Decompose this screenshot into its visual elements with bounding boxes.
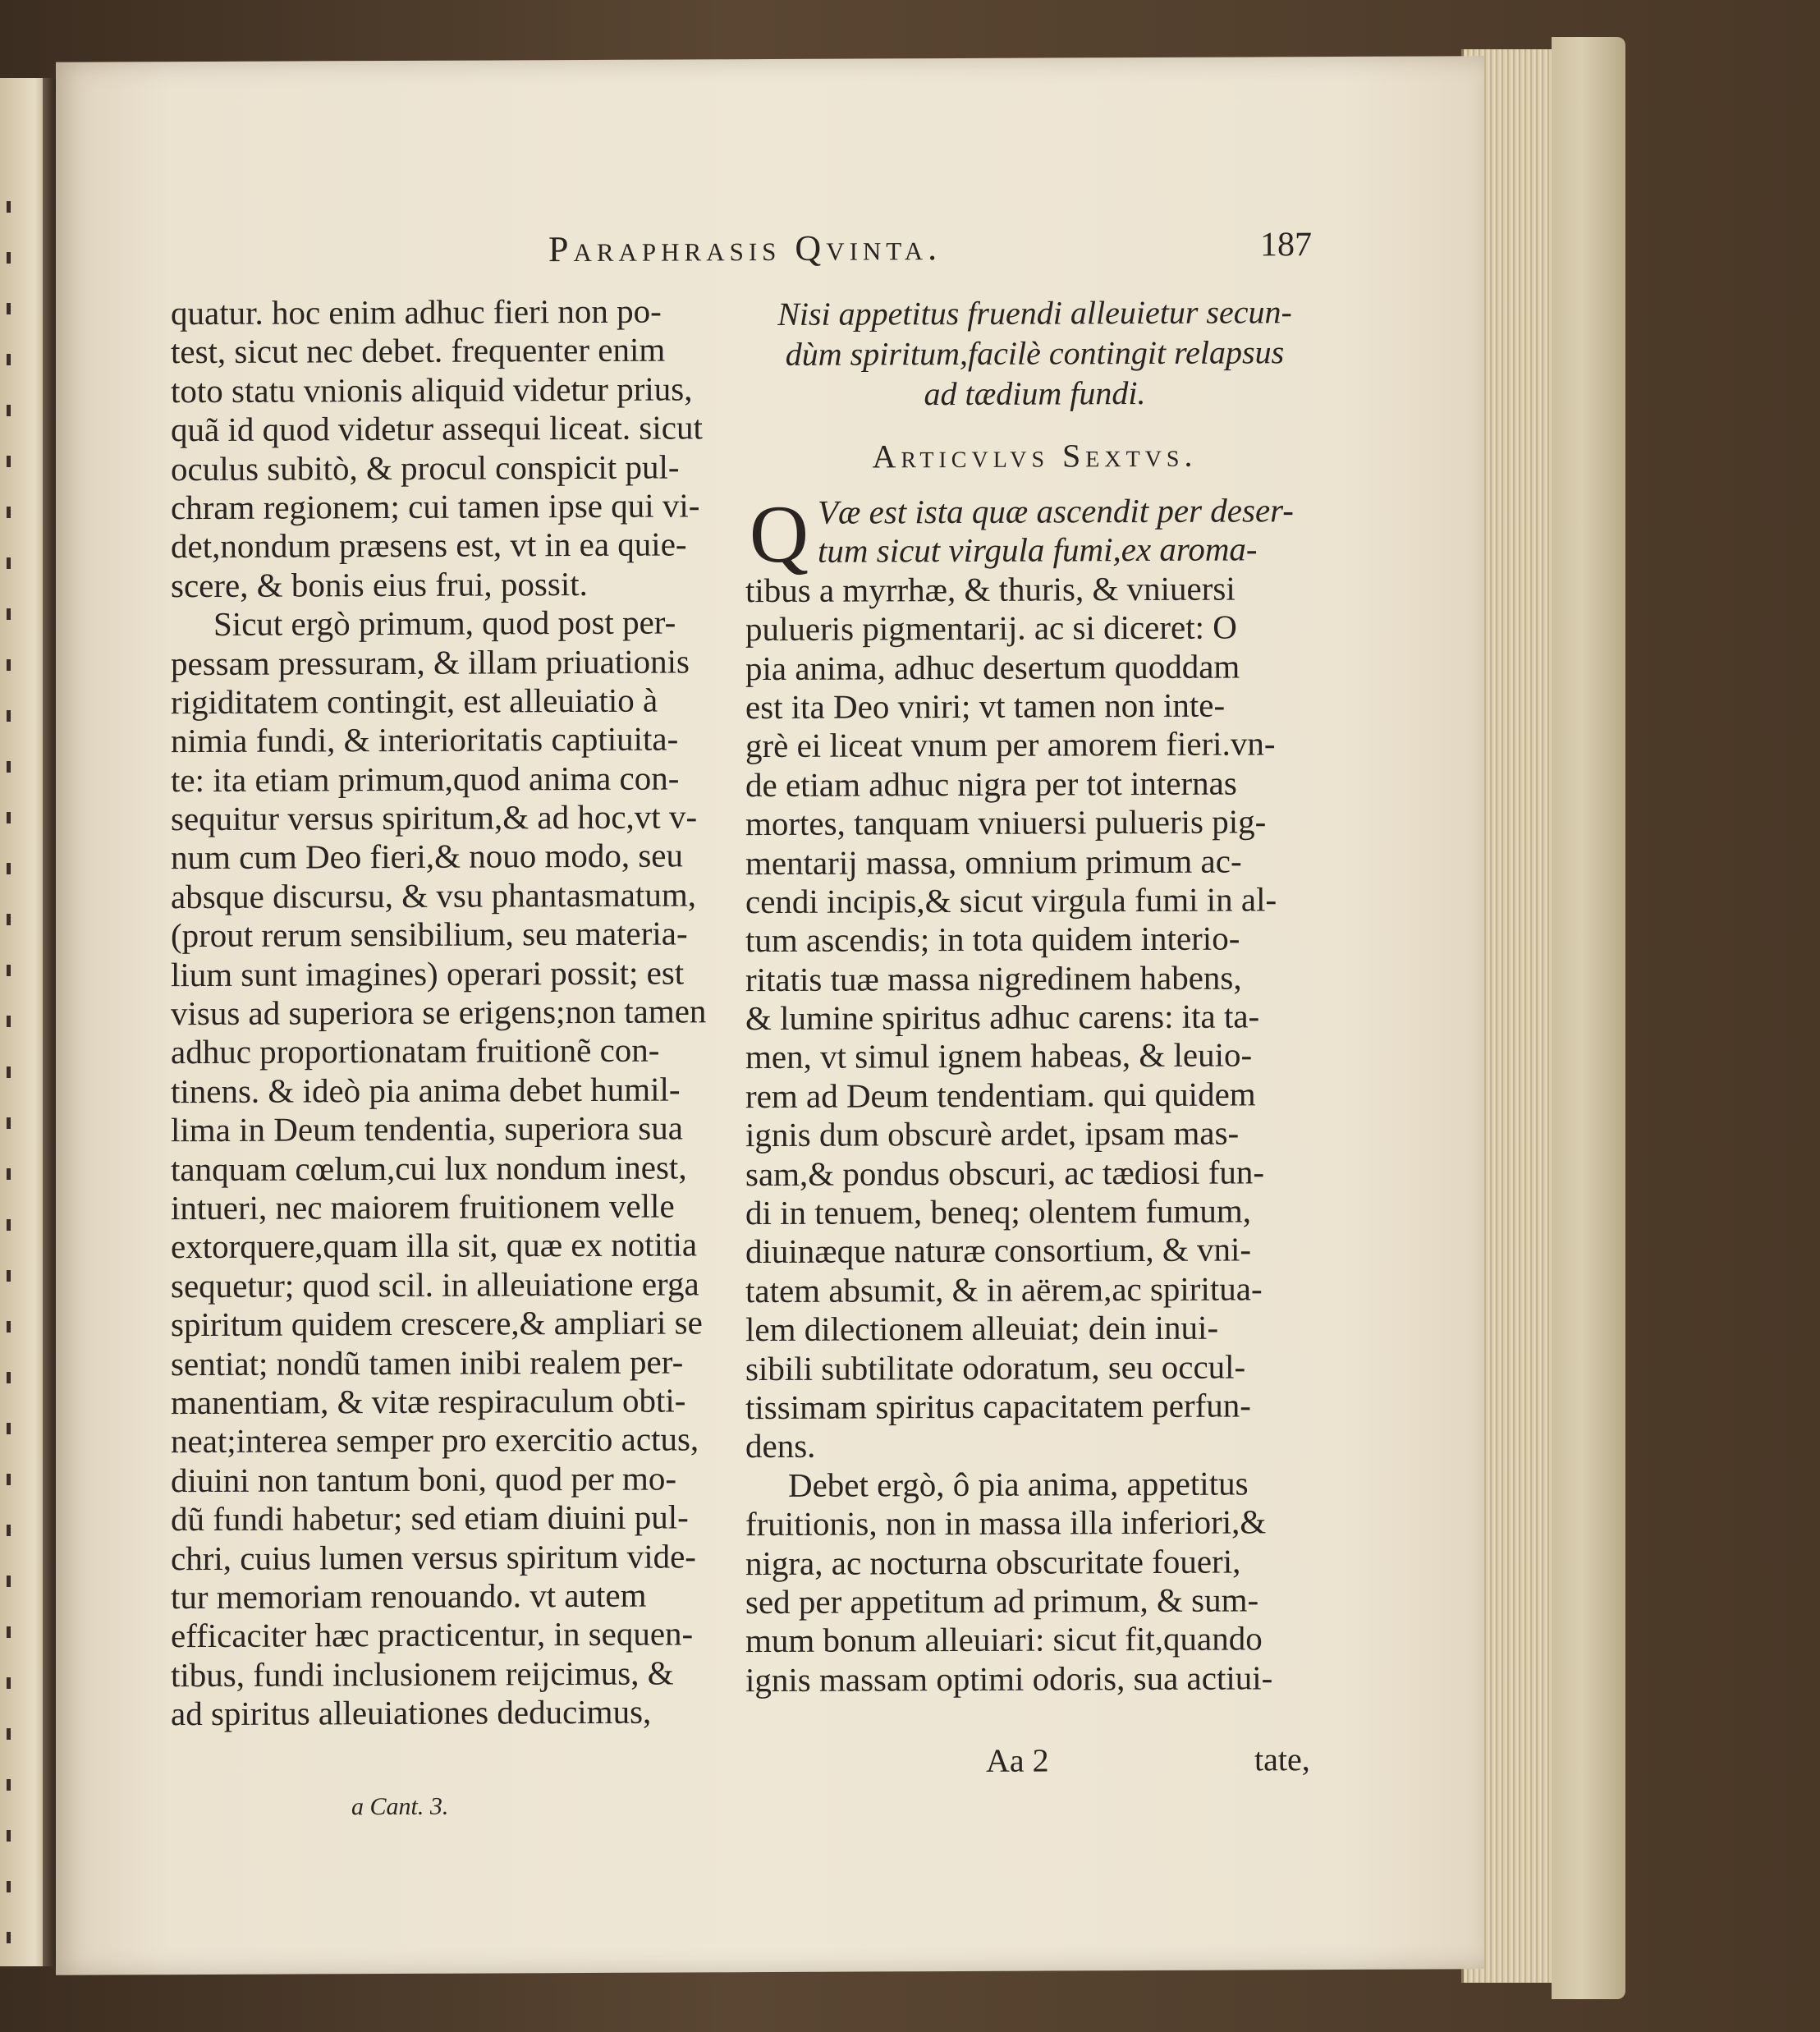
text-line: num cum Deo fieri,& nouo modo, seu — [171, 836, 684, 877]
text-line: Væ est ista quæ ascendit per deser- — [818, 491, 1294, 531]
text-line: nimia fundi, & interioritatis captiuita- — [171, 719, 679, 760]
opening-lines — [745, 488, 1324, 580]
facing-page-text-fragments — [2, 201, 18, 2007]
text-line: mentarij massa, omnium primum ac- — [745, 842, 1242, 882]
summary-line: dùm spiritum,facilè contingit relapsus — [785, 333, 1285, 373]
catchword: tate, — [1254, 1741, 1310, 1778]
text-line: sequetur; quod scil. in alleuiatione erga — [171, 1264, 699, 1305]
text-line: fruitionis, non in massa illa inferiori,& — [745, 1502, 1267, 1543]
text-line: rigiditatem contingit, est alleuiatio à — [171, 681, 658, 722]
summary-line: Nisi appetitus fruendi alleuietur secun- — [777, 293, 1292, 333]
text-line: pessam pressuram, & illam priuationis — [171, 641, 690, 682]
right-text-column — [745, 291, 1324, 1699]
text-line: tibus, fundi inclusionem reijcimus, & — [171, 1654, 674, 1694]
text-line: sentiat; nondũ tamen inibi realem per- — [171, 1342, 684, 1383]
text-line: pia anima, adhuc desertum quoddam — [745, 647, 1240, 687]
text-line: adhuc proportionatam fruitionẽ con- — [171, 1031, 660, 1071]
text-line: diuinæque naturæ consortium, & vni- — [745, 1230, 1252, 1271]
text-line: (prout rerum sensibilium, seu materia- — [171, 914, 688, 955]
text-line: scere, & bonis eius frui, possit. — [171, 564, 588, 604]
footnote: a Cant. 3. — [351, 1792, 449, 1821]
text-line: tur memoriam renouando. vt autem — [171, 1576, 647, 1617]
text-line: extorquere,quam illa sit, quæ ex notitia — [171, 1225, 698, 1266]
page-number: 187 — [1260, 226, 1312, 264]
text-line: men, vt simul ignem habeas, & leuio- — [745, 1035, 1253, 1076]
text-line: mum bonum alleuiari: sicut fit,quando — [745, 1619, 1263, 1660]
text-line: ad spiritus alleuiationes deducimus, — [171, 1692, 652, 1733]
text-line: dens. — [745, 1427, 816, 1466]
text-line: sam,& pondus obscuri, ac tædiosi fun- — [745, 1153, 1265, 1193]
text-line: sequitur versus spiritum,& ad hoc,vt v- — [171, 797, 698, 838]
text-line: chri, cuius lumen versus spiritum vide- — [171, 1536, 696, 1577]
text-line: lima in Deum tendentia, superiora sua — [171, 1108, 683, 1149]
text-line: nigra, ac nocturna obscuritate foueri, — [745, 1542, 1241, 1582]
text-line: di in tenuem, beneq; olentem fumum, — [745, 1191, 1252, 1232]
text-line: est ita Deo vniri; vt tamen non inte- — [745, 686, 1226, 727]
text-line: manentiam, & vitæ respiraculum obti- — [171, 1381, 686, 1422]
signature-mark: Aa 2 — [986, 1741, 1049, 1779]
text-line: rem ad Deum tendentiam. qui quidem — [745, 1075, 1256, 1115]
text-line: visus ad superiora se erigens;non tamen — [171, 992, 707, 1033]
summary-line: ad tædium fundi. — [924, 374, 1146, 413]
text-line: grè ei liceat vnum per amorem fieri.vn- — [745, 724, 1276, 765]
text-line: lium sunt imagines) operari possit; est — [171, 953, 685, 993]
text-line: spiritum quidem crescere,& ampliari se — [171, 1303, 703, 1344]
text-line: sibili subtilitate odoratum, seu occul- — [745, 1347, 1246, 1388]
text-line: & lumine spiritus adhuc carens: ita ta- — [745, 997, 1260, 1038]
text-line: sed per appetitum ad primum, & sum- — [745, 1580, 1259, 1621]
text-line: tum sicut virgula fumi,ex aroma- — [818, 530, 1258, 571]
facing-page-edge — [0, 78, 49, 1966]
text-line: oculus subitò, & procul conspicit pul- — [171, 447, 680, 488]
text-line: neat;interea semper pro exercitio actus, — [171, 1420, 699, 1461]
text-line: quã id quod videtur assequi liceat. sicut — [171, 408, 703, 449]
text-line: de etiam adhuc nigra per tot internas — [745, 764, 1237, 804]
text-line: quatur. hoc enim adhuc fieri non po- — [171, 291, 662, 333]
text-line: efficaciter hæc practicentur, in sequen- — [171, 1614, 694, 1655]
drop-capital: Q — [749, 488, 809, 580]
text-line: lem dilectionem alleuiat; dein inui- — [745, 1308, 1219, 1349]
text-line: det,nondum præsens est, vt in ea quie- — [171, 525, 687, 566]
text-line: ritatis tuæ massa nigredinem habens, — [745, 958, 1242, 998]
text-line: Debet ergò, ô pia anima, appetitus — [788, 1464, 1249, 1504]
article-summary — [745, 291, 1324, 415]
article-title: Articvlvs Sextvs. — [872, 436, 1198, 475]
text-line: intueri, nec maiorem fruitionem velle — [171, 1186, 675, 1227]
running-head: Paraphrasis Qvinta. — [548, 227, 942, 270]
left-text-column — [171, 291, 729, 1733]
text-line: absque discursu, & vsu phantasmatum, — [171, 875, 696, 916]
text-line: tinens. & ideò pia anima debet humil- — [171, 1070, 681, 1110]
text-line: ignis massam optimi odoris, sua actiui- — [745, 1658, 1273, 1699]
book-page — [56, 56, 1484, 1975]
vellum-binding — [1552, 37, 1625, 1999]
text-line: test, sicut nec debet. frequenter enim — [171, 330, 666, 371]
text-line: Sicut ergò primum, quod post per- — [213, 603, 676, 644]
text-line: te: ita etiam primum,quod anima con- — [171, 759, 680, 799]
text-line: ignis dum obscurè ardet, ipsam mas- — [745, 1113, 1240, 1154]
text-line: diuini non tantum boni, quod per mo- — [171, 1459, 677, 1499]
text-line: tibus a myrrhæ, & thuris, & vniuersi — [745, 569, 1235, 609]
text-line: chram regionem; cui tamen ipse qui vi- — [171, 486, 700, 527]
text-line: pulueris pigmentarij. ac si diceret: O — [745, 608, 1237, 649]
text-line: cendi incipis,& sicut virgula fumi in al- — [745, 880, 1277, 921]
page-header — [548, 225, 1312, 278]
text-line: tissimam spiritus capacitatem perfun- — [745, 1386, 1251, 1427]
text-line: tum ascendis; in tota quidem interio- — [745, 919, 1240, 960]
text-line: toto statu vnionis aliquid videtur prius, — [171, 369, 693, 410]
text-line: tatem absumit, & in aërem,ac spiritua- — [745, 1269, 1263, 1310]
text-line: dũ fundi habetur; sed etiam diuini pul- — [171, 1498, 689, 1539]
text-line: tanquam cœlum,cui lux nondum inest, — [171, 1148, 687, 1188]
text-line: mortes, tanquam vniuersi pulueris pig- — [745, 802, 1267, 843]
